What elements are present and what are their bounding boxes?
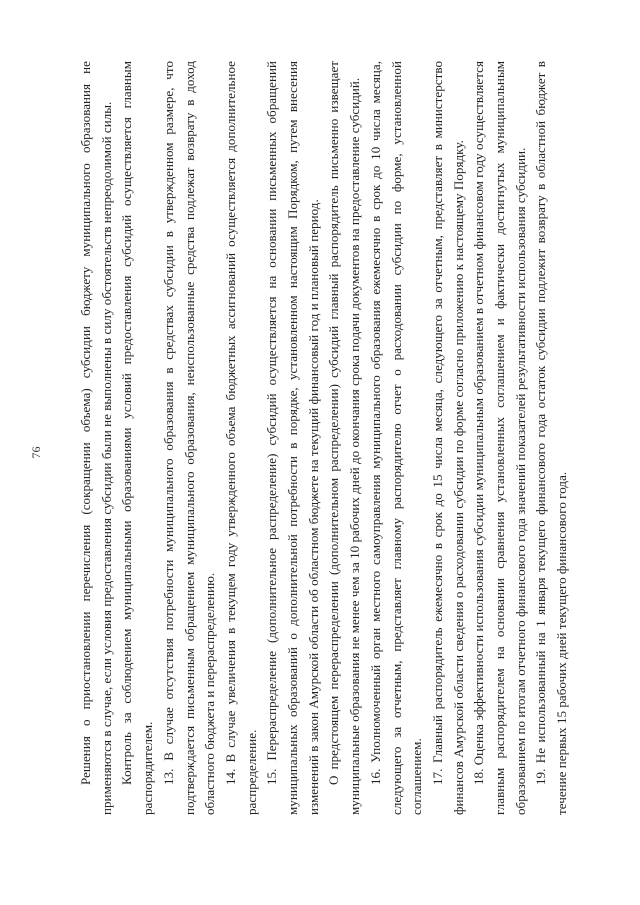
paragraph: 18. Оценка эффективности использования субсидии муниципальным образованием в отчетном финансовом году осуществляется главным распорядителем на основании сравнения установленных соглашением и фактически достигнутых муниципальным образованием по итогам отчетного финансового года значений показателей результативности использования субсидии. [471, 61, 528, 815]
paragraph: 16. Уполномоченный орган местного самоуправления муниципального образования ежемесячно в срок до 10 числа месяца, следующего за отчетным, представляет главному распорядителю отчет о расходовании субсидии по форме, установленной соглашением. [367, 61, 425, 815]
page-number: 76 [29, 446, 43, 459]
paragraph: 14. В случае увеличения в текущем году утвержденного объема бюджетных ассигнований осуществляется дополнительное распределение. [222, 61, 259, 815]
paragraph: О предстоящем перераспределении (дополнительном распределении) субсидий главный распорядитель письменно извещает муниципальные образования не менее чем за 10 рабочих дней до окончания срока подачи документов на предоставление субсидий. [326, 61, 363, 815]
paragraph: Контроль за соблюдением муниципальными образованиями условий предоставления субсидий осуществляется главным распорядителем. [119, 61, 156, 815]
paragraph: 15. Перераспределение (дополнительное распределение) субсидий осуществляется на основании письменных обращений муниципальных образований о дополнительной потребности в порядке, установленном настоящим Порядком, путем внесения изменений в закон Амурской области об областном бюджете на текущий финансовый год и плановый период. [264, 61, 321, 815]
paragraph: 13. В случае отсутствия потребности муниципального образования в средствах субсидии в утвержденном размере, что подтверждается письменным обращением муниципального образования, неиспользованные средства подлежат возврату в доход областного бюджета и перераспределению. [160, 61, 218, 815]
paragraph: 17. Главный распорядитель ежемесячно в срок до 15 числа месяца, следующего за отчетным, представляет в министерство финансов Амурской области сведения о расходовании субсидии по форме согласно приложению к настоящему Порядку. [429, 61, 466, 815]
paragraph: 19. Не использованный на 1 января текущего финансового года остаток субсидии подлежит возврату в областной бюджет в течение первых 15 рабочих дней текущего финансового года. [533, 61, 570, 815]
body-text [76, 61, 573, 815]
paragraph: Решения о приостановлении перечисления (сокращении объема) субсидии бюджету муниципального образования не применяются в случае, если условия предоставления субсидии были не выполнены в силу обстоятельств непреодолимой силы. [78, 61, 114, 815]
